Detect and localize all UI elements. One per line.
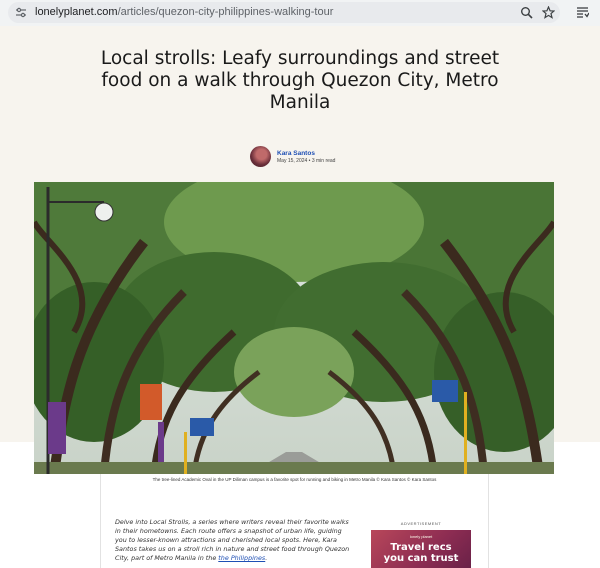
photo-caption: The tree-lined Academic Oval in the UP Diliman campus is a favorite spot for running and biking in Metro Manila © Kara Santos © Kara Santos xyxy=(152,477,437,482)
zoom-icon[interactable] xyxy=(520,6,533,19)
url-path: /articles/quezon-city-philippines-walking-tour xyxy=(117,6,334,18)
bookmark-star-icon[interactable] xyxy=(542,6,555,19)
ad-headline-line2: you can trust xyxy=(383,553,459,564)
publish-date: May 15, 2024 • 3 min read xyxy=(277,157,336,164)
address-bar[interactable] xyxy=(8,2,560,23)
author-name-link[interactable]: Kara Santos xyxy=(277,149,315,157)
reading-list-icon[interactable] xyxy=(576,6,589,19)
advertisement-banner[interactable] xyxy=(371,530,471,568)
intro-text: Delve into Local Strolls, a series where writers reveal their favorite walks in their hometowns. Each route offers a snapshot of urban life, guiding you to lesser-known attractions and cherished local spots. Here, Kara Santos takes us on a stroll rich in nature and street food through Quezon City, part of Metro Manila in the xyxy=(115,518,350,562)
url-host: lonelyplanet.com xyxy=(35,6,118,18)
philippines-link[interactable]: the Philippines xyxy=(218,554,266,562)
intro-end: . xyxy=(265,554,268,562)
browser-toolbar xyxy=(0,0,600,26)
hero-photo xyxy=(34,182,554,474)
author-avatar[interactable] xyxy=(250,146,271,167)
article-headline: Local strolls: Leafy surroundings and street food on a walk through Quezon City, Metro Manila xyxy=(100,48,500,113)
url-text[interactable] xyxy=(35,5,333,20)
ad-headline-line1: Travel recs xyxy=(390,542,452,553)
site-settings-icon[interactable] xyxy=(15,7,27,18)
ad-headline xyxy=(371,542,471,564)
article-intro xyxy=(115,518,351,563)
author-byline xyxy=(250,146,335,167)
advertisement-label: ADVERTISEMENT xyxy=(400,521,442,526)
ad-brand-logo: lonely planet xyxy=(409,534,433,539)
